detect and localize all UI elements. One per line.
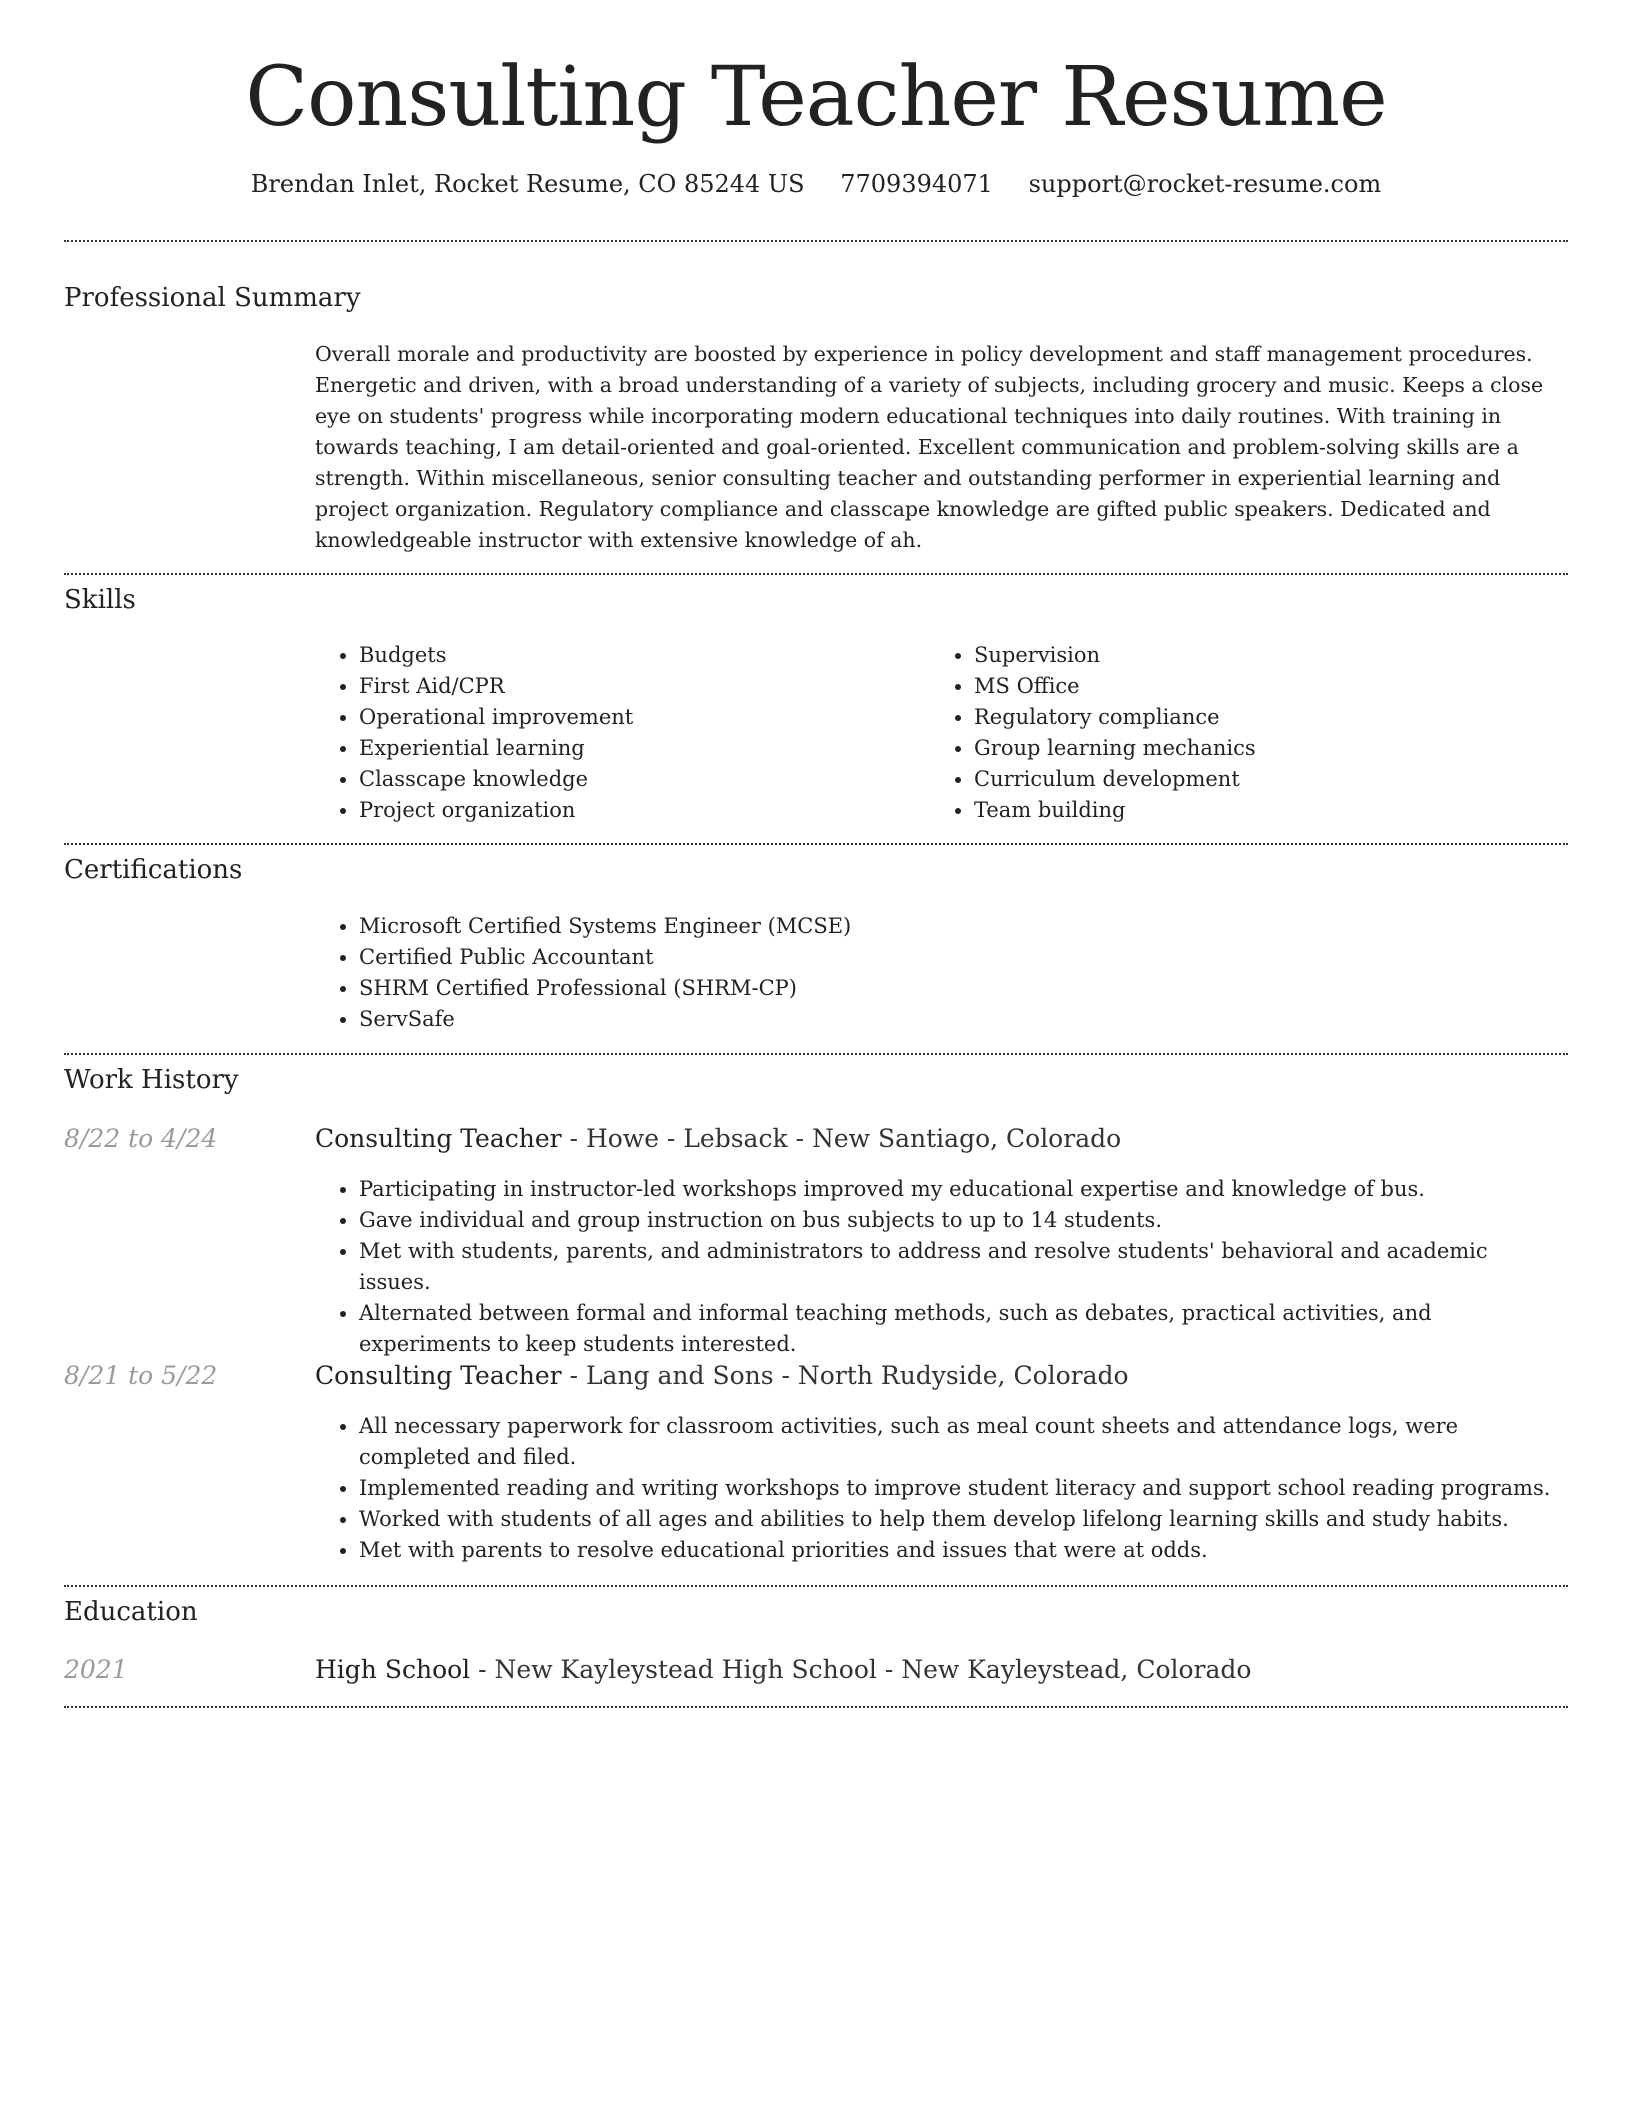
certification-item: • Microsoft Certified Systems Engineer (MCSE) [359, 911, 1565, 942]
skill-item: • First Aid/CPR [359, 671, 875, 702]
job-title: Consulting Teacher [315, 1361, 562, 1390]
education-degree: High School [315, 1655, 471, 1684]
resume-title: Consulting Teacher Resume [245, 50, 1387, 145]
job-bullet: • Met with parents to resolve educational priorities and issues that were at odds. [359, 1535, 1565, 1566]
work-history-heading: Work History [64, 1065, 239, 1095]
job-bullets [315, 1411, 1565, 1566]
job-bullet: • Alternated between formal and informal teaching methods, such as debates, practical activities, and experiments to keep students interested. [359, 1298, 1565, 1360]
job-bullets [315, 1174, 1565, 1360]
education-school: New Kayleystead High School [494, 1655, 877, 1684]
summary-text: Overall morale and productivity are boosted by experience in policy development and staff management procedures. Energetic and driven, with a broad understanding of a variety of subjects, including grocery and music. Keeps a close eye on students' progress while incorporating modern educational techniques into daily routines. With training in towards teaching, I am detail-oriented and goal-oriented. Excellent communication and problem-solving skills are a strength. Within miscellaneous, senior consulting teacher and outstanding performer in experiential learning and project organization. Regulatory compliance and classcape knowledge are gifted public speakers. Dedicated and knowledgeable instructor with extensive knowledge of ah. [315, 342, 1544, 552]
skills-list-right [930, 640, 1490, 826]
job-heading [315, 1361, 1129, 1390]
certification-item: • ServSafe [359, 1004, 1565, 1035]
skills-list-left [315, 640, 875, 826]
skill-item: • MS Office [974, 671, 1490, 702]
divider [64, 573, 1568, 575]
job-bullet: • All necessary paperwork for classroom activities, such as meal count sheets and attendance logs, were completed and filed. [359, 1411, 1565, 1473]
job-bullet: • Participating in instructor-led workshops improved my educational expertise and knowledge of bus. [359, 1174, 1565, 1205]
education-heading: Education [64, 1597, 198, 1627]
separator: - [787, 1124, 812, 1153]
job-bullet: • Worked with students of all ages and abilities to help them develop lifelong learning skills and study habits. [359, 1504, 1565, 1535]
job-heading [315, 1124, 1121, 1153]
separator: - [773, 1361, 798, 1390]
separator: - [470, 1655, 495, 1684]
job-title: Consulting Teacher [315, 1124, 562, 1153]
skill-item: • Regulatory compliance [974, 702, 1490, 733]
separator: - [561, 1361, 586, 1390]
job-dates: 8/22 to 4/24 [64, 1124, 218, 1153]
skill-item: • Operational improvement [359, 702, 875, 733]
job-company: Howe - Lebsack [585, 1124, 788, 1153]
divider [64, 1585, 1568, 1587]
separator: - [561, 1124, 586, 1153]
education-heading-line [315, 1655, 1251, 1684]
separator: - [876, 1655, 902, 1684]
skill-item: • Curriculum development [974, 764, 1490, 795]
certifications-heading: Certifications [64, 855, 243, 885]
summary-section [315, 339, 1565, 556]
skill-item: • Classcape knowledge [359, 764, 875, 795]
certification-item: • Certified Public Accountant [359, 942, 1565, 973]
skill-item: • Supervision [974, 640, 1490, 671]
education-year: 2021 [64, 1655, 128, 1684]
job-company: Lang and Sons [585, 1361, 774, 1390]
skill-item: • Team building [974, 795, 1490, 826]
contact-email: support@rocket-resume.com [1028, 170, 1382, 198]
contact-phone: 7709394071 [840, 170, 993, 198]
skill-item: • Experiential learning [359, 733, 875, 764]
job-location: North Rudyside, Colorado [797, 1361, 1129, 1390]
divider [64, 240, 1568, 242]
skill-item: • Budgets [359, 640, 875, 671]
certifications-section [315, 911, 1565, 1035]
job-bullet: • Gave individual and group instruction on bus subjects to up to 14 students. [359, 1205, 1565, 1236]
job-bullet: • Implemented reading and writing workshops to improve student literacy and support school reading programs. [359, 1473, 1565, 1504]
divider [64, 1053, 1568, 1055]
job-dates: 8/21 to 5/22 [64, 1361, 218, 1390]
summary-heading: Professional Summary [64, 283, 361, 313]
education-location: New Kayleystead, Colorado [901, 1655, 1252, 1684]
job-location: New Santiago, Colorado [811, 1124, 1122, 1153]
skill-item: • Project organization [359, 795, 875, 826]
contact-address: Brendan Inlet, Rocket Resume, CO 85244 US [250, 170, 805, 198]
certification-item: • SHRM Certified Professional (SHRM-CP) [359, 973, 1565, 1004]
divider [64, 843, 1568, 845]
skill-item: • Group learning mechanics [974, 733, 1490, 764]
divider [64, 1706, 1568, 1708]
job-bullet: • Met with students, parents, and administrators to address and resolve students' behavioral and academic issues. [359, 1236, 1565, 1298]
skills-heading: Skills [64, 585, 136, 615]
contact-line [0, 170, 1632, 198]
